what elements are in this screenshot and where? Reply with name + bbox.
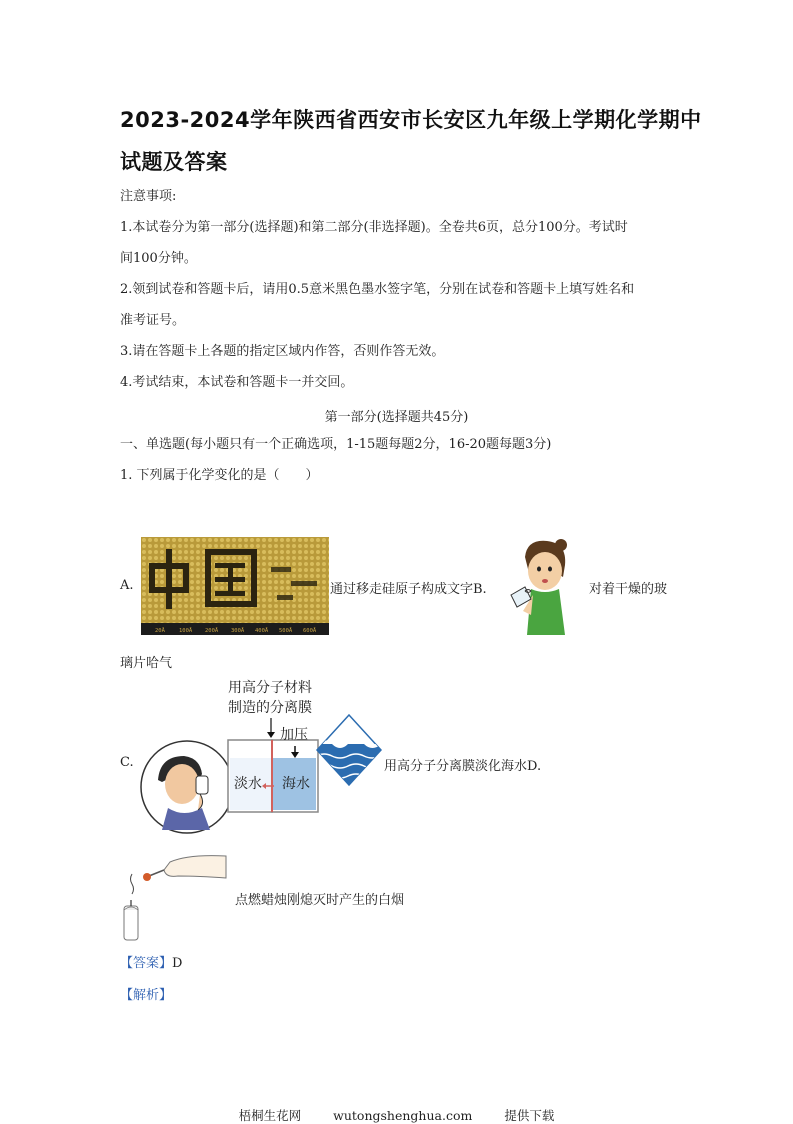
membrane-caption-line2: 制造的分离膜	[228, 700, 312, 716]
sea-wave-image	[316, 714, 382, 786]
svg-text:400Å: 400Å	[255, 628, 269, 634]
footer-url[interactable]: wutongshenghua.com	[333, 1108, 473, 1123]
membrane-caption	[224, 678, 316, 718]
notice-heading: 注意事项:	[120, 189, 177, 204]
girl-breathing-image	[505, 535, 575, 637]
pressure-label: 加压	[280, 727, 308, 743]
silicon-atom-image	[141, 537, 329, 635]
option-c-text: 用高分子分离膜淡化海水D.	[384, 759, 542, 774]
sea-water-label: 海水	[282, 776, 310, 792]
page-title: 2023-2024学年陕西省西安市长安区九年级上学期化学期中	[120, 108, 702, 132]
option-c-label: C.	[120, 755, 134, 770]
notice-item-1: 1.本试卷分为第一部分(选择题)和第二部分(非选择题)。全卷共6页，总分100分。考试时	[120, 220, 628, 235]
option-b-text: 对着干燥的玻	[589, 582, 668, 597]
answer-label: 【答案】	[120, 956, 173, 971]
svg-text:500Å: 500Å	[279, 628, 293, 634]
page-title-line2: 试题及答案	[120, 150, 228, 174]
analysis-label: 【解析】	[120, 988, 173, 1003]
svg-text:100Å: 100Å	[179, 628, 193, 634]
option-b-text-cont: 璃片哈气	[120, 656, 173, 671]
fresh-water-label: 淡水	[234, 776, 262, 792]
page-footer	[0, 1106, 793, 1124]
option-a-text: 通过移走硅原子构成文字B.	[330, 582, 487, 597]
notice-item-2-cont: 准考证号。	[120, 313, 186, 328]
section-heading: 一、单选题(每小题只有一个正确选项，1-15题每题2分，16-20题每题3分)	[120, 437, 552, 452]
svg-text:300Å: 300Å	[231, 628, 245, 634]
answer-line	[120, 956, 182, 972]
notice-item-3: 3.请在答题卡上各题的指定区域内作答，否则作答无效。	[120, 344, 445, 359]
membrane-caption-line1: 用高分子材料	[228, 680, 312, 696]
notice-item-1-cont: 间100分钟。	[120, 251, 197, 266]
part-heading: 第一部分(选择题共45分)	[324, 410, 469, 425]
question-stem: 1. 下列属于化学变化的是（ ）	[120, 468, 319, 483]
notice-item-2: 2.领到试卷和答题卡后，请用0.5意米黑色墨水签字笔，分别在试卷和答题卡上填写姓名和	[120, 282, 635, 297]
svg-text:200Å: 200Å	[205, 628, 219, 634]
svg-text:600Å: 600Å	[303, 628, 317, 634]
option-d-text: 点燃蜡烛刚熄灭时产生的白烟	[235, 893, 405, 908]
footer-note: 提供下载	[504, 1108, 555, 1123]
svg-text:20Å: 20Å	[155, 628, 165, 634]
man-drinking-image	[140, 738, 235, 836]
option-a-label: A.	[120, 578, 134, 593]
answer-value: D	[172, 956, 183, 971]
notice-item-4: 4.考试结束，本试卷和答题卡一并交回。	[120, 375, 354, 390]
footer-site: 梧桐生花网	[238, 1108, 302, 1123]
candle-smoke-image	[118, 848, 230, 942]
